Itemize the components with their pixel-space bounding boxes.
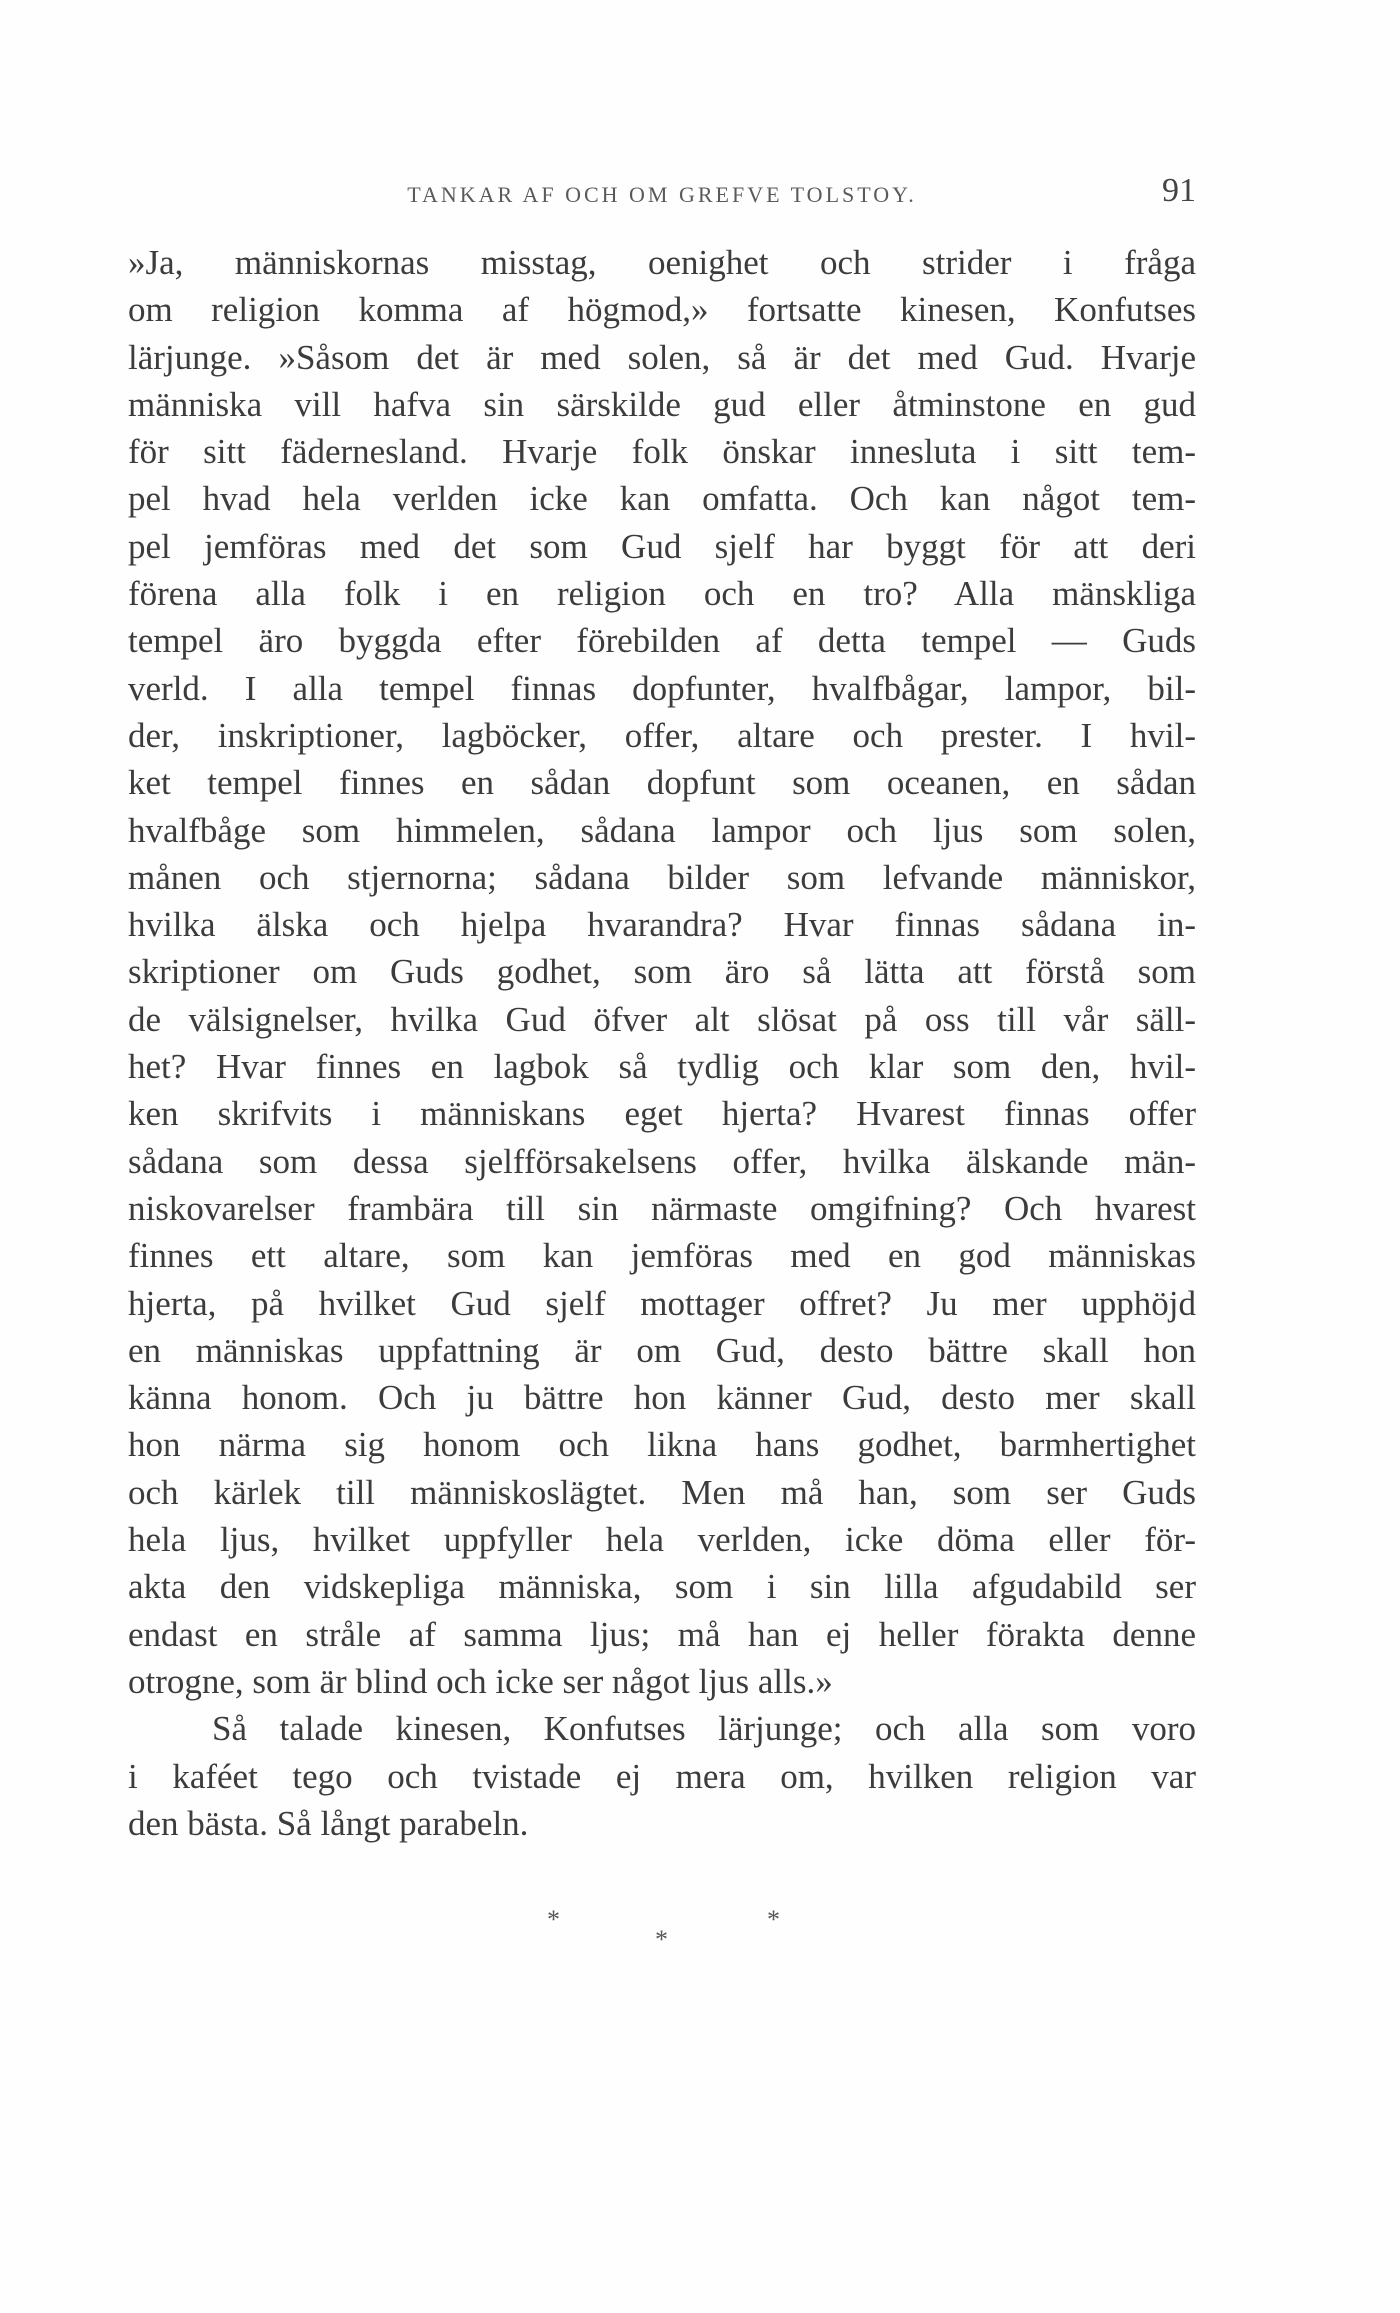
asterisk-ornament: * (547, 1905, 560, 1934)
paragraph-end-line: otrogne, som är blind och icke ser något ljus alls.» (128, 1661, 833, 1701)
text-line: sådana som dessa sjelfförsakelsens offer, hvilka älskande män- (128, 1141, 1196, 1181)
text-line: hvilka älska och hjelpa hvarandra? Hvar finnas sådana in- (128, 905, 1196, 945)
text-line: skriptioner om Guds godhet, som äro så lätta att förstå som (128, 952, 1196, 992)
asterisk-ornament: * (655, 1925, 668, 1954)
text-line: pel jemföras med det som Gud sjelf har byggt för att deri (128, 526, 1196, 566)
paragraph-end-line: den bästa. Så långt parabeln. (128, 1803, 529, 1843)
text-line: en människas uppfattning är om Gud, desto bättre skall hon (128, 1330, 1196, 1370)
text-line: för sitt fädernesland. Hvarje folk önskar innesluta i sitt tem- (128, 432, 1196, 472)
text-line: om religion komma af högmod,» fortsatte kinesen, Konfutses (128, 290, 1196, 330)
text-line: ken skrifvits i människans eget hjerta? Hvarest finnas offer (128, 1094, 1196, 1134)
running-head: TANKAR AF OCH OM GREFVE TOLSTOY. (407, 182, 917, 207)
text-line: endast en stråle af samma ljus; må han ej heller förakta denne (128, 1614, 1196, 1654)
page-number: 91 (1162, 172, 1196, 209)
text-line: ket tempel finnes en sådan dopfunt som oceanen, en sådan (128, 763, 1196, 803)
text-line: »Ja, människornas misstag, oenighet och strider i fråga (128, 243, 1196, 282)
text-line: hon närma sig honom och likna hans godhet, barmhertighet (128, 1425, 1196, 1465)
text-line: niskovarelser frambära till sin närmaste omgifning? Och hvarest (128, 1188, 1196, 1228)
text-line: hela ljus, hvilket uppfyller hela verlden, icke döma eller för- (128, 1520, 1196, 1560)
text-line: hvalfbåge som himmelen, sådana lampor och ljus som solen, (128, 810, 1196, 850)
text-line: i kaféet tego och tvistade ej mera om, hvilken religion var (128, 1756, 1196, 1796)
text-line: het? Hvar finnes en lagbok så tydlig och klar som den, hvil- (128, 1047, 1196, 1087)
text-line: och kärlek till människoslägtet. Men må han, som ser Guds (128, 1472, 1196, 1512)
text-line: känna honom. Och ju bättre hon känner Gud, desto mer skall (128, 1378, 1196, 1418)
page-header (128, 168, 1196, 220)
asterisk-ornament: * (767, 1905, 780, 1934)
text-line: verld. I alla tempel finnas dopfunter, hvalfbågar, lampor, bil- (128, 668, 1196, 708)
text-line: der, inskriptioner, lagböcker, offer, altare och prester. I hvil- (128, 715, 1196, 755)
text-line: finnes ett altare, som kan jemföras med en god människas (128, 1236, 1196, 1276)
text-line: lärjunge. »Såsom det är med solen, så är det med Gud. Hvarje (128, 337, 1196, 377)
paragraph-start-line: Så talade kinesen, Konfutses lärjunge; och alla som voro (212, 1709, 1196, 1749)
text-line: förena alla folk i en religion och en tro? Alla mänskliga (128, 574, 1196, 614)
body-text (128, 239, 1196, 1847)
text-line: människa vill hafva sin särskilde gud eller åtminstone en gud (128, 384, 1196, 424)
text-line: akta den vidskepliga människa, som i sin lilla afgudabild ser (128, 1567, 1196, 1607)
text-line: tempel äro byggda efter förebilden af detta tempel — Guds (128, 621, 1196, 661)
text-line: hjerta, på hvilket Gud sjelf mottager offret? Ju mer upphöjd (128, 1283, 1196, 1323)
text-line: pel hvad hela verlden icke kan omfatta. Och kan något tem- (128, 479, 1196, 519)
text-line: de välsignelser, hvilka Gud öfver alt slösat på oss till vår säll- (128, 999, 1196, 1039)
text-line: månen och stjernorna; sådana bilder som lefvande människor, (128, 857, 1196, 897)
